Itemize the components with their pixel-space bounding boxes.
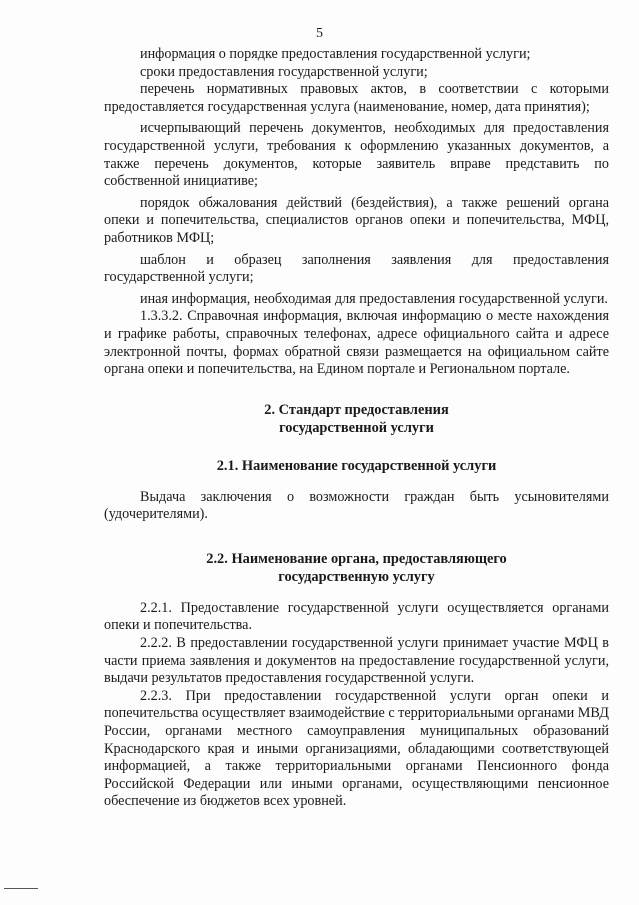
paragraph-2-2-1: 2.2.1. Предоставление государственной услуги осуществляется органами опеки и попечительства. bbox=[104, 599, 609, 634]
paragraph-info-procedure: информация о порядке предоставления государственной услуги; bbox=[140, 46, 531, 62]
paragraph-template: шаблон и образец заполнения заявления для предоставления государственной услуги; bbox=[104, 251, 609, 286]
section-2-2-title-line1: 2.2. Наименование органа, предоставляющего bbox=[206, 550, 507, 567]
section-2-2-title-line2: государственную услугу bbox=[278, 568, 435, 585]
paragraph-1-3-3-2: 1.3.3.2. Справочная информация, включая информацию о месте нахождения и графике работы, справочных телефонах, адресе официального сайта и адресе электронной почты, формах обратной связи размещается на официальном сайте органа опеки и попечительства, на Едином портале и Региональном портале. bbox=[104, 308, 609, 378]
section-2-title-line1: 2. Стандарт предоставления bbox=[264, 401, 449, 418]
paragraph-other-info: иная информация, необходимая для предоставления государственной услуги. bbox=[140, 290, 608, 307]
section-2-1-title: 2.1. Наименование государственной услуги bbox=[216, 457, 497, 474]
document-body bbox=[104, 46, 609, 811]
margin-line bbox=[4, 888, 38, 889]
paragraph-2-1-text: Выдача заключения о возможности граждан быть усыновителями (удочерителями). bbox=[104, 488, 609, 523]
paragraph-appeal-procedure: порядок обжалования действий (бездействия), а также решений органа опеки и попечительства, специалистов органов опеки и попечительства, МФЦ, работников МФЦ; bbox=[104, 194, 609, 246]
section-2-2-heading bbox=[104, 550, 609, 586]
section-2-heading bbox=[104, 401, 609, 437]
paragraph-legal-acts: перечень нормативных правовых актов, в соответствии с которыми предоставляется государственная услуга (наименование, номер, дата принятия); bbox=[104, 81, 609, 115]
paragraph-documents-list: исчерпывающий перечень документов, необходимых для предоставления государственной услуги, требования к оформлению указанных документов, а также перечень документов, которые заявитель вправе представить по собственной инициативе; bbox=[104, 120, 609, 190]
section-2-title-line2: государственной услуги bbox=[279, 419, 434, 436]
paragraph-terms: сроки предоставления государственной услуги; bbox=[140, 63, 428, 80]
page-number: 5 bbox=[316, 26, 323, 41]
paragraph-2-2-3: 2.2.3. При предоставлении государственной услуги орган опеки и попечительства осуществляет взаимодействие с территориальными органами МВД России, органами местного самоуправления муниципальных образований Краснодарского края и иными организациями, обладающими соответствующей информацией, а также территориальными органами Пенсионного фонда Российской Федерации или иными органами, осуществляющими пенсионное обеспечение из бюджетов всех уровней. bbox=[104, 687, 609, 810]
paragraph-2-2-2: 2.2.2. В предоставлении государственной услуги принимает участие МФЦ в части приема заявления и документов на предоставление государственной услуги, выдачи результатов предоставления государственной услуги. bbox=[104, 635, 609, 687]
section-2-1-heading bbox=[104, 457, 609, 475]
